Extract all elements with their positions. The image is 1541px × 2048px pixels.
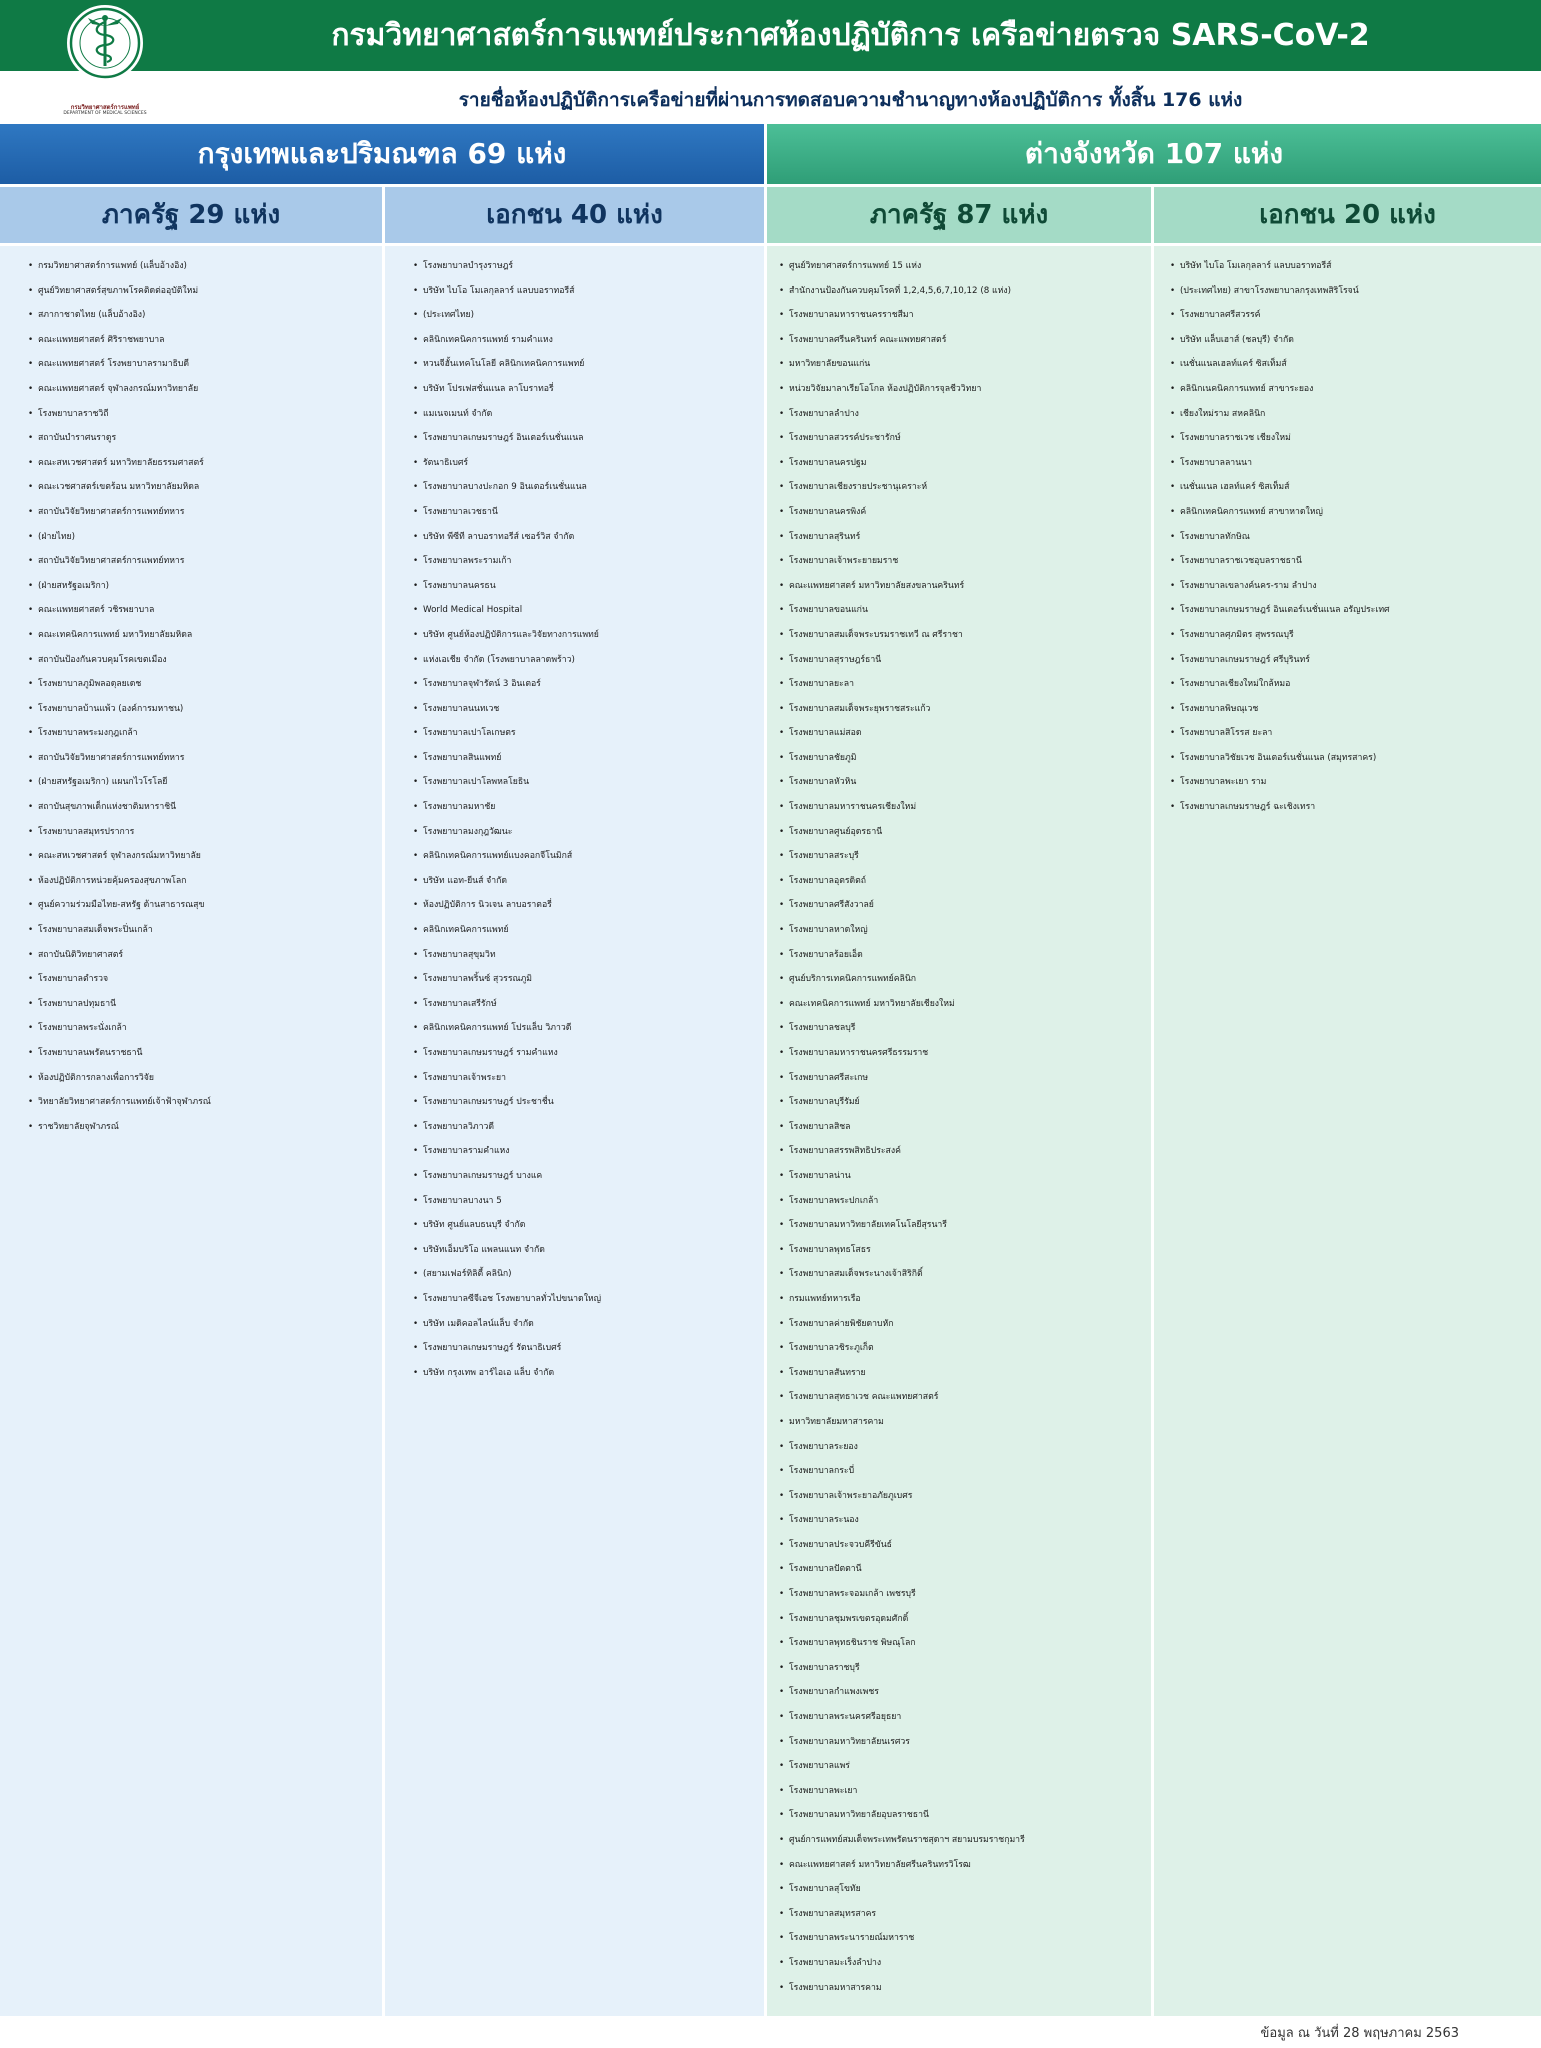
lab-list-item: • แมเนจเมนท์ จำกัด: [423, 402, 760, 427]
lab-list-item: • โรงพยาบาลเวชธานี: [423, 500, 760, 525]
lab-list-item: • (สยามเฟอร์ทิลิตี้ คลินิก): [423, 1262, 760, 1287]
lab-list-item: • โรงพยาบาลสวรรค์ประชารักษ์: [789, 426, 1147, 451]
lab-list-item: • โรงพยาบาลพะเยา ราม: [1180, 770, 1537, 795]
lab-list-item: • โรงพยาบาลสมเด็จพระปิ่นเกล้า: [38, 918, 378, 943]
lab-list-item: • โรงพยาบาลเกษมราษฎร์ รัตนาธิเบศร์: [423, 1336, 760, 1361]
lab-list-item: • โรงพยาบาลราชเวช เชียงใหม่: [1180, 426, 1537, 451]
lab-list-item: • โรงพยาบาลน่าน: [789, 1164, 1147, 1189]
lab-list-item: • โรงพยาบาลตำรวจ: [38, 967, 378, 992]
lab-list-item: • โรงพยาบาลเชียงรายประชานุเคราะห์: [789, 475, 1147, 500]
lab-list-item: • บริษัทเอ็มบริโอ แพลนแนท จำกัด: [423, 1238, 760, 1263]
lab-list-item: • โรงพยาบาลหัวหิน: [789, 770, 1147, 795]
lab-list-item: • สถาบันวิจัยวิทยาศาสตร์การแพทย์ทหาร: [38, 746, 378, 771]
lab-list-item: • โรงพยาบาลมหาวิทยาลัยนเรศวร: [789, 1730, 1147, 1755]
lab-list-item: • โรงพยาบาลสุราษฎร์ธานี: [789, 648, 1147, 673]
lab-list-item: • โรงพยาบาลระยอง: [789, 1435, 1147, 1460]
lab-list-item: • คณะเทคนิคการแพทย์ มหาวิทยาลัยมหิดล: [38, 623, 378, 648]
lab-list-item: • โรงพยาบาลหาดใหญ่: [789, 918, 1147, 943]
lab-list-item: • โรงพยาบาลเกษมราษฎร์ ประชาชื่น: [423, 1090, 760, 1115]
lab-list-item: • โรงพยาบาลราชวิถี: [38, 402, 378, 427]
lab-list-item: • โรงพยาบาลบ้านแพ้ว (องค์การมหาชน): [38, 697, 378, 722]
lab-list-item: • โรงพยาบาลเกษมราษฎร์ บางแค: [423, 1164, 760, 1189]
page-subtitle: รายชื่อห้องปฏิบัติการเครือข่ายที่ผ่านการทดสอบความชำนาญทางห้องปฏิบัติการ ทั้งสิ้น 176 แห่ง: [458, 89, 1243, 111]
lab-list-item: • โรงพยาบาลมหาวิทยาลัยเทคโนโลยีสุรนารี: [789, 1213, 1147, 1238]
column-header-provinces-private: เอกชน 20 แห่ง: [1154, 187, 1541, 243]
lab-list-item: • คณะแพทยศาสตร์ ศิริราชพยาบาล: [38, 328, 378, 353]
lab-list-item: • เชียงใหม่ราม สหคลินิก: [1180, 402, 1537, 427]
lab-list-item: • โรงพยาบาลมหาชัย: [423, 795, 760, 820]
lab-list-item: • บริษัท แล็บเฮาส์ (ชลบุรี) จำกัด: [1180, 328, 1537, 353]
lab-list-item: • โรงพยาบาลเกษมราษฎร์ รามคำแหง: [423, 1041, 760, 1066]
lab-list-item: • บริษัท ไบโอ โมเลกุลลาร์ แลบบอราทอรีส์: [423, 279, 760, 304]
lab-list-item: • โรงพยาบาลศรีนครินทร์ คณะแพทยศาสตร์: [789, 328, 1147, 353]
lab-list-item: • ศูนย์วิทยาศาสตร์การแพทย์ 15 แห่ง: [789, 254, 1147, 279]
lab-list-item: • โรงพยาบาลรามคำแหง: [423, 1139, 760, 1164]
lab-list-item: • มหาวิทยาลัยมหาสารคาม: [789, 1410, 1147, 1435]
column-header-bangkok-private: เอกชน 40 แห่ง: [385, 187, 764, 243]
lab-list-item: • ราชวิทยาลัยจุฬาภรณ์: [38, 1115, 378, 1140]
lab-list-item: • บริษัท กรุงเทพ อาร์ไอเอ แล็บ จำกัด: [423, 1361, 760, 1386]
lab-list-item: • โรงพยาบาลพระรามเก้า: [423, 549, 760, 574]
lab-list-item: • คลินิกเนคนิคการแพทย์ สาขาระยอง: [1180, 377, 1537, 402]
lab-list-item: • โรงพยาบาลภูมิพลอดุลยเดช: [38, 672, 378, 697]
lab-list-item: • โรงพยาบาลสมเด็จพระยุพราชสระแก้ว: [789, 697, 1147, 722]
lab-list-item: • โรงพยาบาลสุรินทร์: [789, 525, 1147, 550]
column-header-provinces-government: ภาครัฐ 87 แห่ง: [767, 187, 1151, 243]
lab-list-item: • บริษัท แอท-ยีนส์ จำกัด: [423, 869, 760, 894]
ministry-of-public-health-seal-icon: [66, 4, 144, 82]
lab-list-item: • โรงพยาบาลเกษมราษฎร์ อินเตอร์เนชั่นแนล อรัญประเทศ: [1180, 598, 1537, 623]
lab-list-item: • คลินิกเทคนิคการแพทย์ โปรแล็บ วิภาวดี: [423, 1016, 760, 1041]
lab-list-item: • โรงพยาบาลเจ้าพระยาอภัยภูเบศร: [789, 1484, 1147, 1509]
logo-seal: [55, 4, 155, 82]
lab-list-item: • สำนักงานป้องกันควบคุมโรคที่ 1,2,4,5,6,7,10,12 (8 แห่ง): [789, 279, 1147, 304]
lab-list-item: • สถาบันบำราศนราดูร: [38, 426, 378, 451]
lab-list-item: • World Medical Hospital: [423, 598, 760, 623]
lab-list-item: • โรงพยาบาลปัตตานี: [789, 1557, 1147, 1582]
lab-list-item: • โรงพยาบาลพระนั่งเกล้า: [38, 1016, 378, 1041]
lab-list-item: • โรงพยาบาลกระบี่: [789, 1459, 1147, 1484]
lab-list-item: • คณะแพทยศาสตร์ จุฬาลงกรณ์มหาวิทยาลัย: [38, 377, 378, 402]
lab-list-item: • โรงพยาบาลพระนครศรีอยุธยา: [789, 1705, 1147, 1730]
lab-list-item: • โรงพยาบาลพิษณุเวช: [1180, 697, 1537, 722]
lab-list-item: • บริษัท ไบโอ โมเลกุลลาร์ แลบบอราทอรีส์: [1180, 254, 1537, 279]
lab-list-item: • โรงพยาบาลระนอง: [789, 1508, 1147, 1533]
lab-list-item: • มหาวิทยาลัยขอนแก่น: [789, 352, 1147, 377]
lab-list-item: • โรงพยาบาลพระจอมเกล้า เพชรบุรี: [789, 1582, 1147, 1607]
lab-list-item: • โรงพยาบาลพระปกเกล้า: [789, 1189, 1147, 1214]
lab-list-item: • โรงพยาบาลเจ้าพระยายมราช: [789, 549, 1147, 574]
lab-list-item: • โรงพยาบาลสิชล: [789, 1115, 1147, 1140]
lab-list-item: • หวนจีฮั้นเทคโนโลยี คลินิกเทคนิคการแพทย์: [423, 352, 760, 377]
lab-list-item: • โรงพยาบาลเกษมราษฎร์ อินเตอร์เนชั่นแนล: [423, 426, 760, 451]
lab-list-item: • โรงพยาบาลเกษมราษฎร์ ฉะเชิงเทรา: [1180, 795, 1537, 820]
lab-list-item: • กรมแพทย์ทหารเรือ: [789, 1287, 1147, 1312]
lab-list-item: • ห้องปฏิบัติการ นิวเจน ลาบอราตอรี่: [423, 893, 760, 918]
lab-list-item: • คณะเวชศาสตร์เขตร้อน มหาวิทยาลัยมหิดล: [38, 475, 378, 500]
lab-list-item: • ห้องปฏิบัติการหน่วยคุ้มครองสุขภาพโลก: [38, 869, 378, 894]
lab-list-item: • สถาบันนิติวิทยาศาสตร์: [38, 943, 378, 968]
lab-list-item: • โรงพยาบาลพุทธโสธร: [789, 1238, 1147, 1263]
lab-list-item: • เนชั่นแนล เฮลท์แคร์ ซิสเท็มส์: [1180, 475, 1537, 500]
lab-list-item: • ห้องปฏิบัติการกลางเพื่อการวิจัย: [38, 1066, 378, 1091]
lab-list-item: • โรงพยาบาลมหาราชนครราชสีมา: [789, 303, 1147, 328]
lab-list-item: • สภากาชาดไทย (แล็บอ้างอิง): [38, 303, 378, 328]
lab-list-item: • โรงพยาบาลนครพิงค์: [789, 500, 1147, 525]
lab-list-item: • โรงพยาบาลนครธน: [423, 574, 760, 599]
lab-list-item: • คณะแพทยศาสตร์ มหาวิทยาลัยศรีนครินทรวิโรฒ: [789, 1853, 1147, 1878]
lab-list-item: • คลินิกเทคนิคการแพทย์แบงคอกจีโนมิกส์: [423, 844, 760, 869]
lab-list: [1154, 246, 1541, 820]
lab-list-item: • โรงพยาบาลมหาราชนครเชียงใหม่: [789, 795, 1147, 820]
lab-list-item: • โรงพยาบาลมงกุฎวัฒนะ: [423, 820, 760, 845]
lab-list-item: • โรงพยาบาลเสรีรักษ์: [423, 992, 760, 1017]
lab-list-item: • (ประเทศไทย) สาขาโรงพยาบาลกรุงเทพสิริโรจน์: [1180, 279, 1537, 304]
lab-list-item: • คณะสหเวชศาสตร์ จุฬาลงกรณ์มหาวิทยาลัย: [38, 844, 378, 869]
lab-list-item: • โรงพยาบาลศรีสวรรค์: [1180, 303, 1537, 328]
lab-list-item: • โรงพยาบาลมหาวิทยาลัยอุบลราชธานี: [789, 1803, 1147, 1828]
lab-list-item: • โรงพยาบาลมหาราชนครศรีธรรมราช: [789, 1041, 1147, 1066]
lab-list-item: • ศูนย์ความร่วมมือไทย-สหรัฐ ด้านสาธารณสุข: [38, 893, 378, 918]
lab-list-item: • โรงพยาบาลบางนา 5: [423, 1189, 760, 1214]
lab-list-item: • โรงพยาบาลสมุทรสาคร: [789, 1902, 1147, 1927]
lab-list-item: • บริษัท ศูนย์แลบธนบุรี จำกัด: [423, 1213, 760, 1238]
lab-list-item: • บริษัท เมดิคอลไลน์แล็บ จำกัด: [423, 1312, 760, 1337]
lab-list-item: • กรมวิทยาศาสตร์การแพทย์ (แล็บอ้างอิง): [38, 254, 378, 279]
lab-list-item: • ศูนย์วิทยาศาสตร์สุขภาพโรคติดต่ออุบัติใหม่: [38, 279, 378, 304]
lab-list-item: • โรงพยาบาลบางปะกอก 9 อินเตอร์เนชั่นแนล: [423, 475, 760, 500]
lab-list-item: • (ประเทศไทย): [423, 303, 760, 328]
lab-list-item: • (ฝ่ายสหรัฐอเมริกา): [38, 574, 378, 599]
lab-list-item: • โรงพยาบาลร้อยเอ็ด: [789, 943, 1147, 968]
lab-list-item: • โรงพยาบาลสุทธาเวช คณะแพทยศาสตร์: [789, 1385, 1147, 1410]
data-date-note: ข้อมูล ณ วันที่ 28 พฤษภาคม 2563: [1260, 2026, 1459, 2041]
list-provinces-private: [1154, 246, 1541, 2016]
lab-list-item: • ศูนย์บริการเทคนิคการแพทย์คลินิก: [789, 967, 1147, 992]
lab-list-item: • โรงพยาบาลชัยภูมิ: [789, 746, 1147, 771]
lab-list-item: • โรงพยาบาลสุโขทัย: [789, 1877, 1147, 1902]
lab-list-item: • โรงพยาบาลราชเวชอุบลราชธานี: [1180, 549, 1537, 574]
lab-list-item: • หน่วยวิจัยมาลาเรียโอโกล ห้องปฏิบัติการจุลชีววิทยา: [789, 377, 1147, 402]
lab-list: [385, 246, 764, 1385]
lab-list-item: • บริษัท พีซีที ลาบอราทอรีส์ เซอร์วิส จำกัด: [423, 525, 760, 550]
lab-list-item: • โรงพยาบาลสรรพสิทธิประสงค์: [789, 1139, 1147, 1164]
lab-list-item: • คลินิกเทคนิคการแพทย์ สาขาหาดใหญ่: [1180, 500, 1537, 525]
lab-list-item: • โรงพยาบาลยะลา: [789, 672, 1147, 697]
lab-list-item: • โรงพยาบาลศุภมิตร สุพรรณบุรี: [1180, 623, 1537, 648]
lab-list-item: • โรงพยาบาลบุรีรัมย์: [789, 1090, 1147, 1115]
lab-list-item: • แห่งเอเชีย จำกัด (โรงพยาบาลลาดพร้าว): [423, 648, 760, 673]
lab-list-item: • คณะเทคนิคการแพทย์ มหาวิทยาลัยเชียงใหม่: [789, 992, 1147, 1017]
lab-list-item: • โรงพยาบาลศูนย์อุดรธานี: [789, 820, 1147, 845]
lab-list-item: • โรงพยาบาลพระมงกุฎเกล้า: [38, 721, 378, 746]
lab-list-item: • โรงพยาบาลเกษมราษฎร์ ศรีบุรินทร์: [1180, 648, 1537, 673]
lab-list-item: • โรงพยาบาลมหาสารคาม: [789, 1976, 1147, 2001]
lab-list-item: • สถาบันวิจัยวิทยาศาสตร์การแพทย์ทหาร: [38, 549, 378, 574]
lab-list-item: • โรงพยาบาลลำปาง: [789, 402, 1147, 427]
lab-list-item: • โรงพยาบาลสมุทรปราการ: [38, 820, 378, 845]
lab-list-item: • โรงพยาบาลวชิระภูเก็ต: [789, 1336, 1147, 1361]
lab-list-item: • โรงพยาบาลสิโรรส ยะลา: [1180, 721, 1537, 746]
lab-list-item: • (ฝ่ายไทย): [38, 525, 378, 550]
lab-list-item: • โรงพยาบาลแม่สอด: [789, 721, 1147, 746]
lab-list-item: • โรงพยาบาลสระบุรี: [789, 844, 1147, 869]
lab-list-item: • โรงพยาบาลชลบุรี: [789, 1016, 1147, 1041]
lab-list-item: • รัตนาธิเบศร์: [423, 451, 760, 476]
lab-list-item: • บริษัท โปรเฟสชั่นแนล ลาโบราทอรี่: [423, 377, 760, 402]
logo-org-english: DEPARTMENT OF MEDICAL SCIENCES: [63, 111, 147, 116]
lab-list-item: • คณะสหเวชศาสตร์ มหาวิทยาลัยธรรมศาสตร์: [38, 451, 378, 476]
lab-list-item: • โรงพยาบาลกำแพงเพชร: [789, 1680, 1147, 1705]
lab-list: [0, 246, 382, 1139]
lab-list-item: • โรงพยาบาลเปาโลพหลโยธิน: [423, 770, 760, 795]
lab-list-item: • โรงพยาบาลนครปฐม: [789, 451, 1147, 476]
lab-list-item: • โรงพยาบาลเชียงใหม่ใกล้หมอ: [1180, 672, 1537, 697]
lab-list-item: • โรงพยาบาลวิชัยเวช อินเตอร์เนชั่นแนล (สมุทรสาคร): [1180, 746, 1537, 771]
lab-list-item: • โรงพยาบาลค่ายพิชัยดาบหัก: [789, 1312, 1147, 1337]
lab-list: [767, 246, 1151, 2000]
lab-list-item: • โรงพยาบาลพระนารายณ์มหาราช: [789, 1926, 1147, 1951]
lab-list-item: • โรงพยาบาลปทุมธานี: [38, 992, 378, 1017]
department-logo: [55, 4, 155, 118]
lab-list-item: • โรงพยาบาลนพรัตนราชธานี: [38, 1041, 378, 1066]
lab-list-item: • สถาบันป้องกันควบคุมโรคเขตเมือง: [38, 648, 378, 673]
lab-list-item: • คลินิกเทคนิคการแพทย์ รามคำแหง: [423, 328, 760, 353]
lab-list-item: • เนชั่นแนลเฮลท์แคร์ ซิสเท็มส์: [1180, 352, 1537, 377]
lab-list-item: • โรงพยาบาลซีจีเอช โรงพยาบาลทั่วไปขนาดใหญ่: [423, 1287, 760, 1312]
lab-list-item: • โรงพยาบาลสินแพทย์: [423, 746, 760, 771]
lab-list-item: • บริษัท ศูนย์ห้องปฏิบัติการและวิจัยทางการแพทย์: [423, 623, 760, 648]
lab-list-item: • โรงพยาบาลจุฬารัตน์ 3 อินเตอร์: [423, 672, 760, 697]
lab-list-item: • สถาบันสุขภาพเด็กแห่งชาติมหาราชินี: [38, 795, 378, 820]
lab-list-item: • โรงพยาบาลอุตรดิตถ์: [789, 869, 1147, 894]
lab-list-item: • โรงพยาบาลสันทราย: [789, 1361, 1147, 1386]
lab-list-item: • โรงพยาบาลศรีสะเกษ: [789, 1066, 1147, 1091]
lab-list-item: • โรงพยาบาลพุทธชินราช พิษณุโลก: [789, 1631, 1147, 1656]
lab-list-item: • โรงพยาบาลศรีสังวาลย์: [789, 893, 1147, 918]
lab-list-item: • โรงพยาบาลสมเด็จพระนางเจ้าสิริกิติ์: [789, 1262, 1147, 1287]
lab-list-item: • โรงพยาบาลลานนา: [1180, 451, 1537, 476]
lab-list-item: • โรงพยาบาลนนทเวช: [423, 697, 760, 722]
region-header-bangkok: กรุงเทพและปริมณฑล 69 แห่ง: [0, 124, 764, 184]
lab-list-item: • โรงพยาบาลบำรุงราษฎร์: [423, 254, 760, 279]
lab-list-item: • โรงพยาบาลพริ้นซ์ สุวรรณภูมิ: [423, 967, 760, 992]
list-provinces-government: [767, 246, 1151, 2016]
lab-list-item: • คลินิกเทคนิคการแพทย์: [423, 918, 760, 943]
title-banner: [0, 0, 1541, 71]
lab-list-item: • โรงพยาบาลราชบุรี: [789, 1656, 1147, 1681]
lab-list-item: • โรงพยาบาลเจ้าพระยา: [423, 1066, 760, 1091]
lab-list-item: • โรงพยาบาลพะเยา: [789, 1779, 1147, 1804]
lab-list-item: • โรงพยาบาลมะเร็งลำปาง: [789, 1951, 1147, 1976]
lab-list-item: • คณะแพทยศาสตร์ โรงพยาบาลรามาธิบดี: [38, 352, 378, 377]
lab-list-item: • สถาบันวิจัยวิทยาศาสตร์การแพทย์ทหาร: [38, 500, 378, 525]
lab-list-item: • โรงพยาบาลชุมพรเขตรอุดมศักดิ์: [789, 1607, 1147, 1632]
lab-list-item: • โรงพยาบาลขอนแก่น: [789, 598, 1147, 623]
lab-list-item: • โรงพยาบาลทักษิณ: [1180, 525, 1537, 550]
lab-list-item: • (ฝ่ายสหรัฐอเมริกา) แผนกไวโรโลยี: [38, 770, 378, 795]
column-header-bangkok-government: ภาครัฐ 29 แห่ง: [0, 187, 382, 243]
lab-list-item: • โรงพยาบาลเขลางค์นคร-ราม ลำปาง: [1180, 574, 1537, 599]
lab-list-item: • ศูนย์การแพทย์สมเด็จพระเทพรัตนราชสุดาฯ สยามบรมราชกุมารี: [789, 1828, 1147, 1853]
lab-list-item: • โรงพยาบาลสุขุมวิท: [423, 943, 760, 968]
lab-list-item: • โรงพยาบาลแพร่: [789, 1754, 1147, 1779]
lab-list-item: • วิทยาลัยวิทยาศาสตร์การแพทย์เจ้าฟ้าจุฬาภรณ์: [38, 1090, 378, 1115]
list-bangkok-private: [385, 246, 764, 2016]
logo-org-thai: กรมวิทยาศาสตร์การแพทย์: [70, 104, 140, 111]
lab-list-item: • คณะแพทยศาสตร์ มหาวิทยาลัยสงขลานครินทร์: [789, 574, 1147, 599]
lab-list-item: • โรงพยาบาลสมเด็จพระบรมราชเทวี ณ ศรีราชา: [789, 623, 1147, 648]
lab-list-item: • โรงพยาบาลประจวบคีรีขันธ์: [789, 1533, 1147, 1558]
lab-list-item: • โรงพยาบาลเปาโลเกษตร: [423, 721, 760, 746]
region-header-provinces: ต่างจังหวัด 107 แห่ง: [767, 124, 1541, 184]
page-title: กรมวิทยาศาสตร์การแพทย์ประกาศห้องปฏิบัติการ เครือข่ายตรวจ SARS-CoV-2: [331, 18, 1370, 53]
lab-list-item: • คณะแพทยศาสตร์ วชิรพยาบาล: [38, 598, 378, 623]
lab-list-item: • โรงพยาบาลวิภาวดี: [423, 1115, 760, 1140]
list-bangkok-government: [0, 246, 382, 2016]
